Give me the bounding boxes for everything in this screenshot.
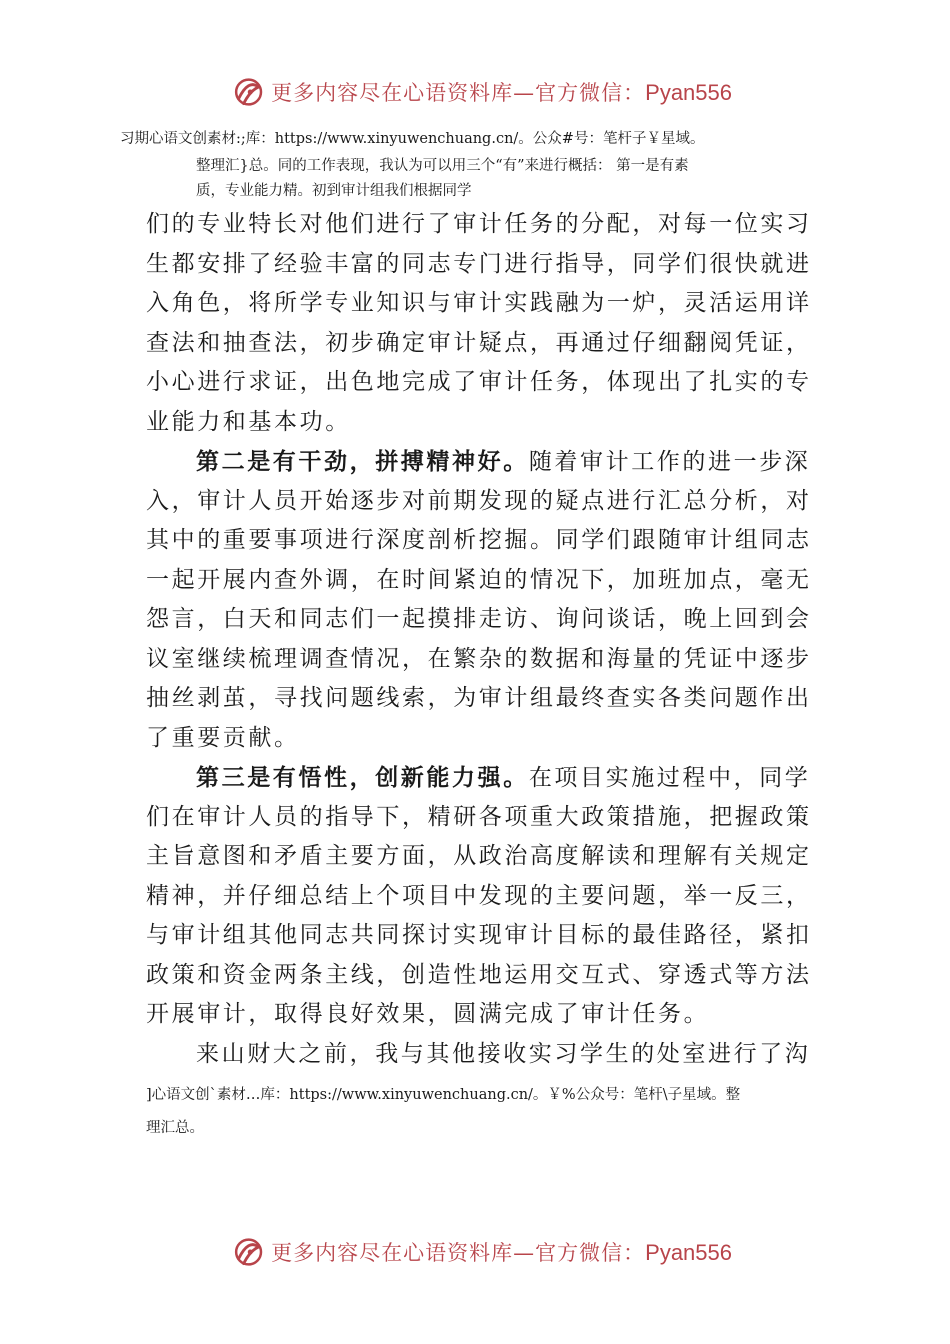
body-line: 其中的重要事项进行深度剖析挖掘。同学们跟随审计组同志 (146, 527, 812, 553)
body-line: 怨言，白天和同志们一起摸排走访、询问谈话，晚上回到会 (146, 606, 812, 632)
body-line: 议室继续梳理调查情况，在繁杂的数据和海量的凭证中逐步 (146, 645, 812, 672)
body-line: 入，审计人员开始逐步对前期发现的疑点进行汇总分析，对 (146, 487, 812, 514)
body-line: 政策和资金两条主线，创造性地运用交互式、穿透式等方法 (146, 961, 812, 988)
body-line: 来山财大之前，我与其他接收实习学生的处室进行了沟 (196, 1040, 811, 1067)
header-watermark-line3: 质，专业能力精。初到审计组我们根据同学 (196, 183, 472, 199)
body-line: 一起开展内查外调，在时间紧迫的情况下，加班加点，毫无 (146, 566, 812, 593)
header-watermark-line1: 习期心语文创素材:;库：https://www.xinyuwenchuang.cn/。公众#号：笔杆子￥星域。 (120, 131, 705, 147)
paragraph-lead: 第二是有干劲，拼搏精神好。 (196, 448, 529, 475)
brush-swirl-logo-icon (232, 1232, 265, 1272)
paragraph-lead: 第三是有悟性，创新能力强。 (196, 764, 529, 791)
body-line: 生都安排了经验丰富的同志专门进行指导，同学们很快就进 (146, 250, 812, 277)
body-line: 查法和抽查法，初步确定审计疑点，再通过仔细翻阅凭证， (146, 329, 812, 356)
body-line: 开展审计，取得良好效果，圆满完成了审计任务。 (146, 1001, 710, 1027)
bottom-banner (232, 1232, 732, 1272)
paragraph-heading-line: 第三是有悟性，创新能力强。在项目实施过程中，同学 (196, 764, 811, 791)
banner-text: 更多内容尽在心语资料库—官方微信：Pyan556 (271, 80, 732, 105)
header-watermark-line2: 整理汇}总。同的工作表现，我认为可以用三个“有”来进行概括： 第一是有素 (196, 158, 689, 174)
footer-watermark-line2: 理汇总。 (146, 1120, 204, 1136)
footer-watermark-line1: ]心语文创`素材…库：https://www.xinyuwenchuang.cn/。￥%公众号：笔杆\子星域。整 (146, 1087, 741, 1103)
body-line: 们在审计人员的指导下，精研各项重大政策措施，把握政策 (146, 803, 812, 830)
body-line: 业能力和基本功。 (146, 408, 351, 435)
paragraph-heading-line: 第二是有干劲，拼搏精神好。随着审计工作的进一步深 (196, 448, 811, 475)
body-line: 抽丝剥茧，寻找问题线索，为审计组最终查实各类问题作出 (146, 685, 812, 711)
banner-text: 更多内容尽在心语资料库—官方微信：Pyan556 (271, 1240, 732, 1265)
body-line: 了重要贡献。 (146, 724, 300, 751)
body-line: 精神，并仔细总结上个项目中发现的主要问题，举一反三， (146, 882, 812, 909)
body-line: 与审计组其他同志共同探讨实现审计目标的最佳路径，紧扣 (146, 922, 812, 948)
top-banner (232, 72, 732, 112)
body-line: 小心进行求证，出色地完成了审计任务，体现出了扎实的专 (146, 369, 812, 395)
body-line: 入角色，将所学专业知识与审计实践融为一炉，灵活运用详 (146, 290, 812, 316)
document-body (146, 205, 816, 1074)
body-line: 主旨意图和矛盾主要方面，从政治高度解读和理解有关规定 (146, 843, 812, 869)
brush-swirl-logo-icon (232, 72, 265, 112)
body-line: 们的专业特长对他们进行了审计任务的分配，对每一位实习 (146, 211, 812, 237)
